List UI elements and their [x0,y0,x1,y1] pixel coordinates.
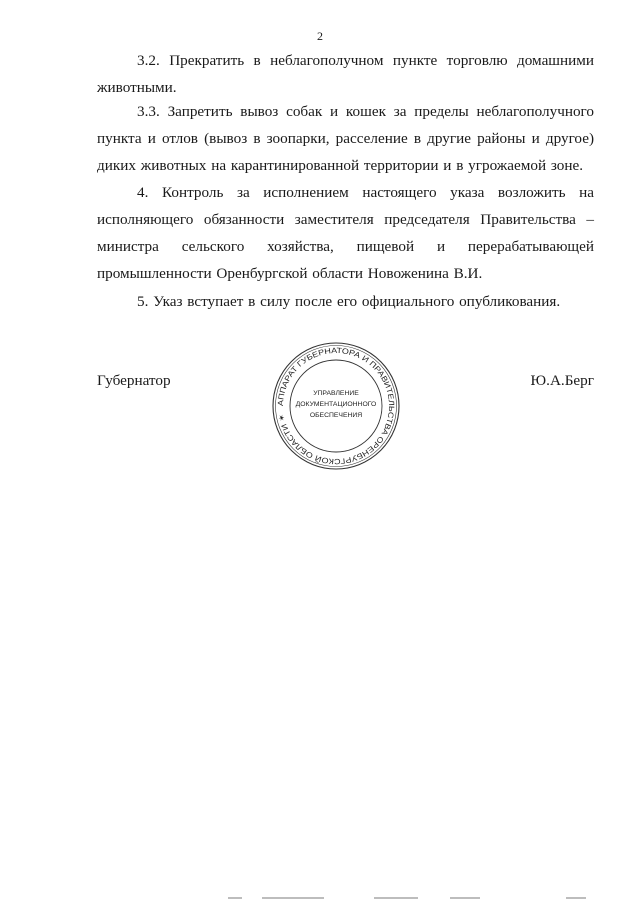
seal-line-3: ОБЕСПЕЧЕНИЯ [309,412,363,419]
seal-line-2: ДОКУМЕНТАЦИОННОГО [295,401,377,408]
paragraph-text: Прекратить в неблагополучном пункте торговлю домашними животными. [97,52,594,96]
paragraph-4 [97,179,594,287]
seal-line-1: УПРАВЛЕНИЕ [313,390,359,397]
paragraph-number: 5. [137,293,149,310]
seal-ring-text: АППАРАТ ГУБЕРНАТОРА И ПРАВИТЕЛЬСТВА ОРЕНБУРГСКОЙ ОБЛАСТИ ✶ [275,345,397,467]
paragraph-text: Контроль за исполнением настоящего указа возложить на исполняющего обязанности заместителя председателя Правительства – министра сельского хозяйства, пищевой и перерабатывающей промышленности Оренбургской области Новоженина В.И. [97,184,595,282]
signature-name: Ю.А.Берг [530,372,594,389]
paragraph-5 [97,288,594,315]
scan-edge-marks [228,897,608,901]
paragraph-number: 3.2. [137,52,160,69]
paragraph-text: Запретить вывоз собак и кошек за пределы неблагополучного пункта и отлов (вывоз в зоопарки, расселение в другие районы и другое) диких животных на карантинированной территории и в угрожаемой зоне. [97,103,594,174]
paragraph-3-2 [97,47,594,101]
signature-title: Губернатор [97,372,171,389]
official-seal-stamp [270,340,402,472]
paragraph-number: 4. [137,184,149,201]
paragraph-number: 3.3. [137,103,160,120]
paragraph-text: Указ вступает в силу после его официального опубликования. [153,293,561,310]
seal-graphic [270,340,402,472]
page-number: 2 [317,29,323,43]
paragraph-3-3 [97,98,594,179]
